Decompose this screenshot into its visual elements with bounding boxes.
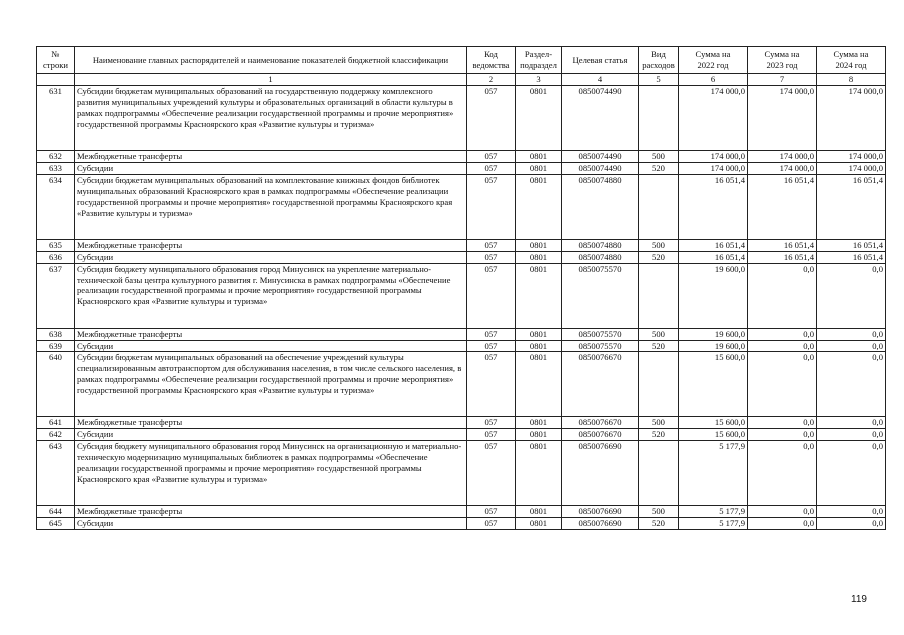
row-dept-cell: 057: [467, 417, 516, 429]
row-dept-cell: 057: [467, 429, 516, 441]
row-type-cell: 520: [639, 518, 679, 530]
header-sum-2022: Сумма на 2022 год: [679, 47, 748, 74]
header-section: Раздел- подраздел: [516, 47, 562, 74]
row-type-cell: 520: [639, 162, 679, 174]
row-name-cell: Субсидии бюджетам муниципальных образований на обеспечение учреждений культуры специализированным автотранспортом для обслуживания населения, в том числе сельского населения, в рамках подпрограммы «Обеспечение реализации государственной программы и прочие мероприятия» государственной программы Красноярского края «Развитие культуры и туризма»: [75, 352, 467, 417]
row-target-cell: 0850074880: [562, 251, 639, 263]
row-sum-2024-cell: 174 000,0: [817, 162, 886, 174]
table-row: [37, 506, 886, 518]
row-sum-2023-cell: 0,0: [748, 263, 817, 328]
table-row: [37, 518, 886, 530]
row-number-cell: 644: [37, 506, 75, 518]
row-dept-cell: 057: [467, 251, 516, 263]
row-sum-2022-cell: 15 600,0: [679, 417, 748, 429]
table-row: [37, 151, 886, 163]
row-target-cell: 0850074490: [562, 151, 639, 163]
row-sum-2022-cell: 5 177,9: [679, 518, 748, 530]
row-dept-cell: 057: [467, 151, 516, 163]
row-number-cell: 645: [37, 518, 75, 530]
row-sum-2024-cell: 0,0: [817, 263, 886, 328]
table-row: [37, 417, 886, 429]
row-name-cell: Субсидии: [75, 429, 467, 441]
table-row: [37, 263, 886, 328]
row-name-cell: Субсидия бюджету муниципального образования город Минусинск на организационную и материально-техническую модернизацию муниципальных библиотек в рамках подпрограммы «Обеспечение реализации государственной программы и прочие мероприятия» государственной программы Красноярского края «Развитие культуры и туризма»: [75, 441, 467, 506]
header-dept: Код ведомства: [467, 47, 516, 74]
row-number-cell: 642: [37, 429, 75, 441]
row-sum-2023-cell: 174 000,0: [748, 86, 817, 151]
column-number: 6: [679, 74, 748, 86]
row-sum-2024-cell: 16 051,4: [817, 251, 886, 263]
row-section-cell: 0801: [516, 239, 562, 251]
row-sum-2023-cell: 0,0: [748, 518, 817, 530]
row-dept-cell: 057: [467, 162, 516, 174]
row-name-cell: Субсидии: [75, 162, 467, 174]
row-sum-2024-cell: 16 051,4: [817, 239, 886, 251]
row-dept-cell: 057: [467, 328, 516, 340]
header-num: № строки: [37, 47, 75, 74]
row-target-cell: 0850076670: [562, 429, 639, 441]
row-name-cell: Субсидии: [75, 340, 467, 352]
row-section-cell: 0801: [516, 86, 562, 151]
row-number-cell: 632: [37, 151, 75, 163]
row-sum-2023-cell: 16 051,4: [748, 251, 817, 263]
row-sum-2024-cell: 0,0: [817, 518, 886, 530]
row-sum-2024-cell: 0,0: [817, 506, 886, 518]
table-row: [37, 239, 886, 251]
row-name-cell: Субсидии бюджетам муниципальных образований на государственную поддержку комплексного развития муниципальных учреждений культуры и образовательных организаций в области культуры в рамках подпрограммы «Обеспечение реализации государственной программы и прочие мероприятия» государственной программы Красноярского края «Развитие культуры и туризма»: [75, 86, 467, 151]
row-dept-cell: 057: [467, 174, 516, 239]
row-section-cell: 0801: [516, 251, 562, 263]
row-target-cell: 0850075570: [562, 340, 639, 352]
row-number-cell: 643: [37, 441, 75, 506]
row-number-cell: 640: [37, 352, 75, 417]
row-sum-2024-cell: 0,0: [817, 429, 886, 441]
row-type-cell: 500: [639, 328, 679, 340]
row-target-cell: 0850074490: [562, 162, 639, 174]
row-sum-2023-cell: 0,0: [748, 417, 817, 429]
row-name-cell: Субсидии бюджетам муниципальных образований на комплектование книжных фондов библиотек муниципальных образований Красноярского края в рамках подпрограммы «Обеспечение реализации государственной программы и прочие мероприятия» государственной программы Красноярского края «Развитие культуры и туризма»: [75, 174, 467, 239]
row-name-cell: Субсидии: [75, 251, 467, 263]
row-sum-2023-cell: 0,0: [748, 328, 817, 340]
row-number-cell: 636: [37, 251, 75, 263]
header-type: Вид расходов: [639, 47, 679, 74]
row-section-cell: 0801: [516, 518, 562, 530]
row-sum-2023-cell: 0,0: [748, 441, 817, 506]
row-sum-2022-cell: 19 600,0: [679, 263, 748, 328]
row-target-cell: 0850074880: [562, 239, 639, 251]
row-dept-cell: 057: [467, 518, 516, 530]
column-number: 7: [748, 74, 817, 86]
row-sum-2024-cell: 0,0: [817, 340, 886, 352]
column-number: 1: [75, 74, 467, 86]
row-type-cell: 500: [639, 417, 679, 429]
row-sum-2023-cell: 16 051,4: [748, 174, 817, 239]
header-target: Целевая статья: [562, 47, 639, 74]
header-row: [37, 47, 886, 74]
row-section-cell: 0801: [516, 328, 562, 340]
row-target-cell: 0850076690: [562, 441, 639, 506]
row-sum-2023-cell: 0,0: [748, 352, 817, 417]
row-number-cell: 641: [37, 417, 75, 429]
row-type-cell: 520: [639, 251, 679, 263]
row-type-cell: [639, 174, 679, 239]
page-number: 119: [851, 594, 867, 605]
table-row: [37, 352, 886, 417]
row-dept-cell: 057: [467, 441, 516, 506]
row-target-cell: 0850075570: [562, 328, 639, 340]
row-number-cell: 638: [37, 328, 75, 340]
row-name-cell: Субсидия бюджету муниципального образования город Минусинск на укрепление материально-технической базы центра культурного развития г. Минусинска в рамках подпрограммы «Обеспечение реализации государственной программы и прочие мероприятия» государственной программы Красноярского края «Развитие культуры и туризма»: [75, 263, 467, 328]
row-name-cell: Межбюджетные трансферты: [75, 328, 467, 340]
row-sum-2022-cell: 16 051,4: [679, 251, 748, 263]
row-section-cell: 0801: [516, 162, 562, 174]
row-target-cell: 0850074880: [562, 174, 639, 239]
row-sum-2023-cell: 0,0: [748, 506, 817, 518]
budget-table: [36, 46, 886, 530]
table-row: [37, 86, 886, 151]
column-number: 3: [516, 74, 562, 86]
row-type-cell: 500: [639, 506, 679, 518]
table-row: [37, 251, 886, 263]
row-target-cell: 0850076670: [562, 417, 639, 429]
row-dept-cell: 057: [467, 86, 516, 151]
row-dept-cell: 057: [467, 239, 516, 251]
row-name-cell: Межбюджетные трансферты: [75, 506, 467, 518]
table-row: [37, 340, 886, 352]
row-sum-2022-cell: 19 600,0: [679, 328, 748, 340]
column-number: 2: [467, 74, 516, 86]
row-type-cell: [639, 352, 679, 417]
row-sum-2024-cell: 16 051,4: [817, 174, 886, 239]
row-sum-2023-cell: 16 051,4: [748, 239, 817, 251]
table-row: [37, 441, 886, 506]
column-number: 8: [817, 74, 886, 86]
row-sum-2022-cell: 15 600,0: [679, 352, 748, 417]
row-sum-2023-cell: 174 000,0: [748, 151, 817, 163]
row-target-cell: 0850076690: [562, 506, 639, 518]
row-section-cell: 0801: [516, 352, 562, 417]
row-target-cell: 0850076670: [562, 352, 639, 417]
row-sum-2022-cell: 174 000,0: [679, 86, 748, 151]
row-section-cell: 0801: [516, 506, 562, 518]
row-type-cell: 500: [639, 239, 679, 251]
row-sum-2023-cell: 0,0: [748, 340, 817, 352]
row-sum-2022-cell: 16 051,4: [679, 239, 748, 251]
column-number-row: [37, 74, 886, 86]
header-name: Наименование главных распорядителей и наименование показателей бюджетной классификации: [75, 47, 467, 74]
row-type-cell: 500: [639, 151, 679, 163]
row-section-cell: 0801: [516, 151, 562, 163]
row-type-cell: 520: [639, 340, 679, 352]
row-sum-2024-cell: 174 000,0: [817, 151, 886, 163]
row-type-cell: 520: [639, 429, 679, 441]
row-dept-cell: 057: [467, 506, 516, 518]
row-number-cell: 637: [37, 263, 75, 328]
column-number: 4: [562, 74, 639, 86]
column-number: 5: [639, 74, 679, 86]
row-name-cell: Межбюджетные трансферты: [75, 417, 467, 429]
row-target-cell: 0850074490: [562, 86, 639, 151]
row-sum-2022-cell: 15 600,0: [679, 429, 748, 441]
row-target-cell: 0850075570: [562, 263, 639, 328]
row-sum-2023-cell: 0,0: [748, 429, 817, 441]
table-row: [37, 328, 886, 340]
row-section-cell: 0801: [516, 263, 562, 328]
row-sum-2024-cell: 174 000,0: [817, 86, 886, 151]
row-dept-cell: 057: [467, 352, 516, 417]
row-target-cell: 0850076690: [562, 518, 639, 530]
table-row: [37, 429, 886, 441]
row-sum-2022-cell: 174 000,0: [679, 162, 748, 174]
row-section-cell: 0801: [516, 417, 562, 429]
row-section-cell: 0801: [516, 429, 562, 441]
row-type-cell: [639, 441, 679, 506]
header-sum-2023: Сумма на 2023 год: [748, 47, 817, 74]
row-number-cell: 631: [37, 86, 75, 151]
row-number-cell: 634: [37, 174, 75, 239]
row-name-cell: Межбюджетные трансферты: [75, 151, 467, 163]
row-name-cell: Субсидии: [75, 518, 467, 530]
row-number-cell: 633: [37, 162, 75, 174]
table-row: [37, 162, 886, 174]
row-sum-2022-cell: 16 051,4: [679, 174, 748, 239]
row-section-cell: 0801: [516, 441, 562, 506]
row-sum-2023-cell: 174 000,0: [748, 162, 817, 174]
row-sum-2024-cell: 0,0: [817, 417, 886, 429]
row-number-cell: 635: [37, 239, 75, 251]
row-sum-2024-cell: 0,0: [817, 352, 886, 417]
row-number-cell: 639: [37, 340, 75, 352]
row-dept-cell: 057: [467, 340, 516, 352]
row-section-cell: 0801: [516, 174, 562, 239]
row-sum-2024-cell: 0,0: [817, 441, 886, 506]
row-type-cell: [639, 86, 679, 151]
row-type-cell: [639, 263, 679, 328]
row-sum-2022-cell: 19 600,0: [679, 340, 748, 352]
row-sum-2022-cell: 5 177,9: [679, 441, 748, 506]
column-number-blank: [37, 74, 75, 86]
table-row: [37, 174, 886, 239]
row-name-cell: Межбюджетные трансферты: [75, 239, 467, 251]
row-section-cell: 0801: [516, 340, 562, 352]
header-sum-2024: Сумма на 2024 год: [817, 47, 886, 74]
row-sum-2022-cell: 5 177,9: [679, 506, 748, 518]
row-sum-2024-cell: 0,0: [817, 328, 886, 340]
row-dept-cell: 057: [467, 263, 516, 328]
row-sum-2022-cell: 174 000,0: [679, 151, 748, 163]
